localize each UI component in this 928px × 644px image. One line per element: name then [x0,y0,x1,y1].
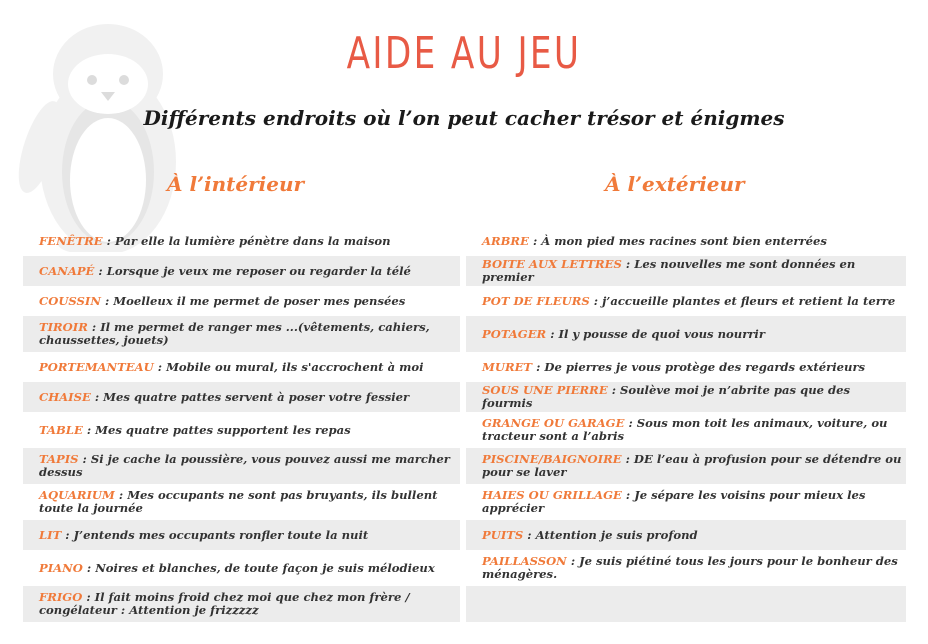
hiding-places-table [23,226,906,622]
place-keyword: PORTEMANTEAU [39,359,154,374]
place-description: : Mes quatre pattes servent à poser votre fessier [90,389,410,404]
exterior-place [466,484,906,520]
place-description: : Je suis piétiné tous les jours pour le bonheur des ménagères. [482,554,898,581]
place-keyword: GRANGE OU GARAGE [482,416,625,430]
exterior-place [466,256,906,286]
place-keyword: ARBRE [482,233,529,248]
place-keyword: PUITS [482,527,524,542]
table-row [23,484,906,520]
interior-place [23,352,460,382]
exterior-place [466,412,906,448]
table-row [23,520,906,550]
page-title: AIDE AU JEU [346,28,582,79]
place-description: : Attention je suis profond [523,527,698,542]
interior-place [23,484,460,520]
place-keyword: LIT [39,527,62,542]
place-description: : Si je cache la poussière, vous pouvez aussi me marcher dessus [39,452,450,479]
place-description: : Je sépare les voisins pour mieux les apprécier [482,488,866,515]
interior-place [23,448,460,484]
table-row [23,448,906,484]
place-keyword: POT DE FLEURS [482,293,590,308]
interior-place [23,382,460,412]
table-row [23,256,906,286]
place-description: : Mes occupants ne sont pas bruyants, ils bullent toute la journée [39,488,438,515]
place-description: : Les nouvelles me sont données en premier [482,257,856,284]
place-description: : DE l’eau à profusion pour se détendre ou pour se laver [482,452,902,479]
place-keyword: SOUS UNE PIERRE [482,383,608,397]
place-description: : De pierres je vous protège des regards extérieurs [532,359,866,374]
place-description: : J’entends mes occupants ronfler toute la nuit [61,527,369,542]
exterior-place [466,586,906,622]
place-description: : Soulève moi je n’abrite pas que des fourmis [482,383,851,410]
place-keyword: TIROIR [39,320,88,334]
place-keyword: HAIES OU GRILLAGE [482,488,622,502]
interior-place [23,286,460,316]
exterior-place [466,316,906,352]
place-keyword: FRIGO [39,590,83,604]
exterior-place [466,520,906,550]
interior-place [23,316,460,352]
exterior-place [466,550,906,586]
place-keyword: PAILLASSON [482,554,567,568]
place-description: : Il fait moins froid chez moi que chez mon frère / congélateur : Attention je frizzzzz [39,590,410,617]
place-keyword: TABLE [39,422,83,437]
place-description: : Sous mon toit les animaux, voiture, ou tracteur sont a l’abris [482,416,888,443]
place-description: : Il me permet de ranger mes ...(vêtements, cahiers, chaussettes, jouets) [39,320,430,347]
interior-place [23,256,460,286]
place-keyword: BOITE AUX LETTRES [482,257,622,271]
place-description: : Noires et blanches, de toute façon je suis mélodieux [82,560,435,575]
exterior-place [466,226,906,256]
place-description: : Il y pousse de quoi vous nourrir [546,326,765,341]
place-description: : À mon pied mes racines sont bien enterrées [528,233,827,248]
interior-place [23,550,460,586]
column-heading-interior: À l’intérieur [167,172,305,196]
place-keyword: POTAGER [482,326,547,341]
table-row [23,382,906,412]
place-keyword: COUSSIN [39,293,101,308]
exterior-place [466,448,906,484]
interior-place [23,586,460,622]
exterior-place [466,382,906,412]
table-row [23,226,906,256]
place-keyword: PISCINE/BAIGNOIRE [482,452,622,466]
place-keyword: CHAISE [39,389,91,404]
place-description: : Par elle la lumière pénètre dans la maison [102,233,391,248]
interior-place [23,520,460,550]
place-keyword: AQUARIUM [39,488,115,502]
place-keyword: FENÊTRE [39,233,103,248]
table-row [23,586,906,622]
place-description: : Mes quatre pattes supportent les repas [82,422,351,437]
place-keyword: TAPIS [39,452,79,466]
interior-place [23,412,460,448]
exterior-place [466,352,906,382]
place-keyword: CANAPÉ [39,263,95,278]
table-row [23,412,906,448]
place-description: : Moelleux il me permet de poser mes pensées [100,293,406,308]
place-keyword: PIANO [39,560,83,575]
page-subtitle: Différents endroits où l’on peut cacher trésor et énigmes [143,106,785,130]
place-keyword: MURET [482,359,533,374]
interior-place [23,226,460,256]
table-row [23,286,906,316]
table-row [23,316,906,352]
exterior-place [466,286,906,316]
place-description: : Lorsque je veux me reposer ou regarder la télé [94,263,411,278]
table-row [23,550,906,586]
place-description: : Mobile ou mural, ils s'accrochent à moi [153,359,424,374]
place-description: : j’accueille plantes et fleurs et retient la terre [589,293,896,308]
table-row [23,352,906,382]
column-heading-exterior: À l’extérieur [605,172,745,196]
